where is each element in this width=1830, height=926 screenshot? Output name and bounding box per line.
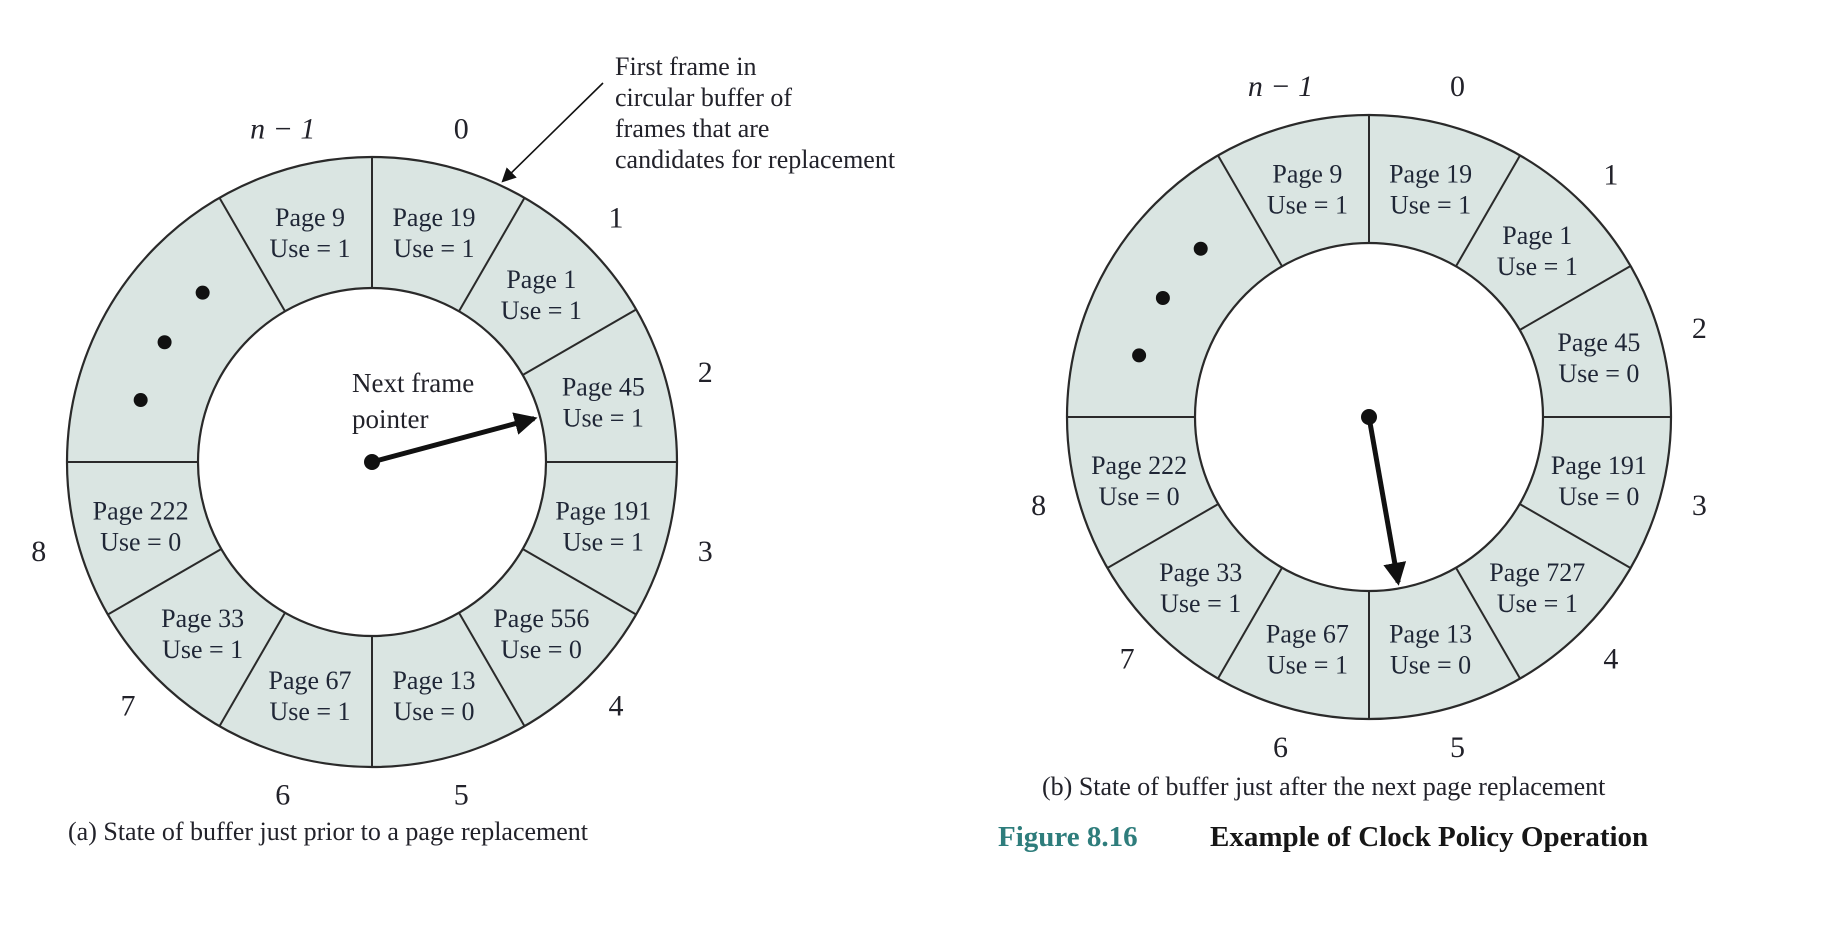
- frame-use-label: Use = 1: [393, 234, 475, 264]
- frame-index-label: 2: [697, 356, 713, 390]
- frame-index-label: 4: [608, 689, 624, 723]
- annotation-line: frames that are: [615, 114, 770, 143]
- frame-page-label: Page 67: [1265, 619, 1349, 649]
- frame-page-label: Page 13: [392, 665, 476, 695]
- frame-use-label: Use = 0: [1558, 358, 1640, 388]
- annotation-line: First frame in: [615, 52, 757, 81]
- figure-number: Figure 8.16: [998, 821, 1138, 853]
- caption-b: (b) State of buffer just after the next page replacement: [1042, 772, 1606, 801]
- clock-buffer-diagram-b: [1031, 70, 1707, 764]
- frame-use-label: Use = 0: [1098, 482, 1180, 512]
- frame-page-label: Page 33: [1159, 557, 1243, 587]
- frame-use-label: Use = 1: [1266, 650, 1348, 680]
- frame-index-label: 7: [120, 689, 136, 723]
- frame-use-label: Use = 1: [500, 296, 582, 326]
- ellipsis-dot: [158, 335, 172, 349]
- figure-title: Example of Clock Policy Operation: [1210, 821, 1649, 853]
- frame-index-label: n − 1: [1247, 70, 1314, 104]
- annotation-arrow: [503, 83, 603, 181]
- frame-page-label: Page 9: [274, 203, 346, 233]
- frame-use-label: Use = 0: [1390, 650, 1472, 680]
- pointer-label-line: pointer: [352, 404, 429, 434]
- ellipsis-dot: [1132, 348, 1146, 362]
- pointer-origin-dot: [1361, 409, 1377, 425]
- frame-use-label: Use = 1: [1160, 588, 1242, 618]
- frame-index-label: 1: [1603, 158, 1619, 192]
- frame-index-label: 1: [608, 201, 624, 235]
- frame-page-label: Page 727: [1489, 557, 1586, 587]
- frame-page-label: Page 9: [1272, 159, 1343, 189]
- pointer-label-line: Next frame: [352, 368, 475, 398]
- frame-page-label: Page 1: [506, 265, 577, 295]
- frame-index-label: 4: [1603, 642, 1619, 676]
- frame-use-label: Use = 1: [562, 403, 644, 433]
- frame-page-label: Page 191: [555, 496, 652, 526]
- frame-page-label: Page 222: [92, 496, 189, 526]
- frame-index-label: 2: [1691, 311, 1707, 345]
- frame-use-label: Use = 0: [500, 634, 582, 664]
- frame-use-label: Use = 1: [1266, 190, 1348, 220]
- frame-index-label: 0: [453, 112, 469, 146]
- frame-index-label: 5: [1450, 730, 1466, 764]
- frame-index-label: 8: [1031, 489, 1047, 523]
- ellipsis-dot: [1194, 242, 1208, 256]
- frame-page-label: Page 19: [1389, 159, 1473, 189]
- frame-page-label: Page 45: [561, 372, 645, 402]
- pointer-arrow: [1369, 417, 1398, 582]
- frame-index-label: 6: [1272, 730, 1288, 764]
- caption-a: (a) State of buffer just prior to a page replacement: [68, 817, 589, 846]
- frame-use-label: Use = 1: [162, 634, 244, 664]
- frame-page-label: Page 33: [161, 603, 245, 633]
- frame-index-label: n − 1: [250, 112, 316, 146]
- frame-page-label: Page 13: [1389, 619, 1473, 649]
- frame-use-label: Use = 1: [562, 527, 644, 557]
- frame-index-label: 8: [31, 534, 47, 568]
- frame-index-label: 6: [275, 778, 291, 812]
- annotation-line: circular buffer of: [615, 83, 793, 112]
- frame-page-label: Page 191: [1550, 451, 1647, 481]
- clock-buffer-diagram-a: [31, 112, 712, 811]
- frame-page-label: Page 222: [1091, 451, 1188, 481]
- frame-use-label: Use = 0: [100, 527, 182, 557]
- annotation-line: candidates for replacement: [615, 145, 896, 174]
- frame-use-label: Use = 1: [1390, 190, 1472, 220]
- frame-use-label: Use = 1: [1496, 588, 1578, 618]
- frame-use-label: Use = 0: [1558, 482, 1640, 512]
- frame-use-label: Use = 1: [269, 234, 351, 264]
- frame-page-label: Page 67: [268, 665, 352, 695]
- frame-index-label: 3: [1691, 489, 1707, 523]
- next-frame-pointer: [1361, 409, 1398, 582]
- frame-index-label: 3: [697, 534, 713, 568]
- ellipsis-dot: [196, 286, 210, 300]
- frame-page-label: Page 19: [392, 203, 476, 233]
- frame-index-label: 5: [453, 778, 469, 812]
- frame-use-label: Use = 1: [1496, 252, 1578, 282]
- frame-page-label: Page 556: [493, 603, 590, 633]
- ellipsis-dot: [1156, 291, 1170, 305]
- frame-use-label: Use = 0: [393, 696, 475, 726]
- frame-page-label: Page 45: [1557, 327, 1641, 357]
- frame-index-label: 0: [1450, 70, 1466, 104]
- frame-page-label: Page 1: [1502, 221, 1573, 251]
- pointer-origin-dot: [364, 454, 380, 470]
- frame-index-label: 7: [1119, 642, 1135, 676]
- frame-use-label: Use = 1: [269, 696, 351, 726]
- ellipsis-dot: [134, 393, 148, 407]
